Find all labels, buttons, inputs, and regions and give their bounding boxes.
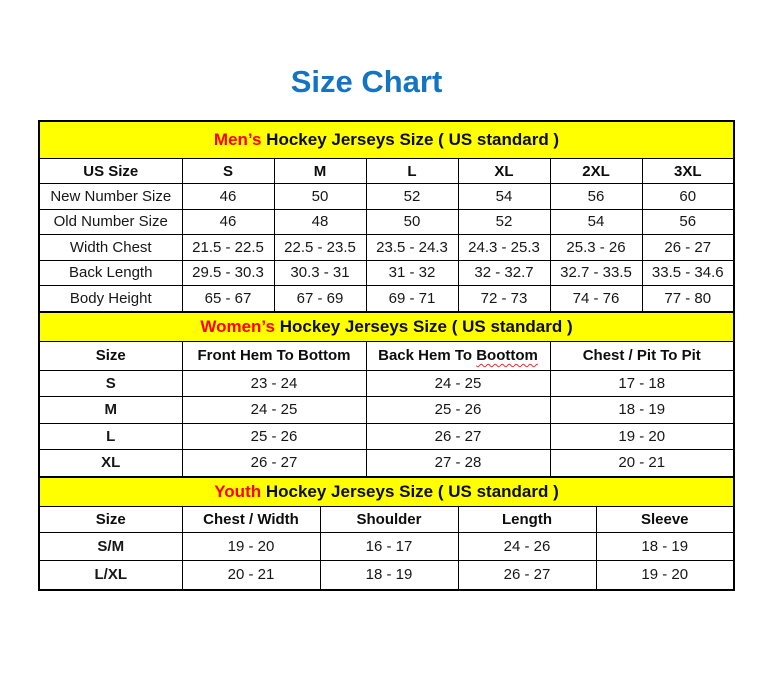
cell: 16 - 17: [320, 532, 458, 561]
row-label: Old Number Size: [39, 209, 182, 235]
column-header: 3XL: [642, 159, 734, 184]
cell: 26 - 27: [182, 450, 366, 477]
section-title-text: Hockey Jerseys Size ( US standard ): [274, 316, 573, 336]
table-row: [39, 286, 734, 312]
column-header: US Size: [39, 159, 182, 184]
section-title-womens: [39, 312, 734, 342]
column-header: Shoulder: [320, 506, 458, 532]
column-header: Sleeve: [596, 506, 734, 532]
youth-size-table: [38, 476, 735, 591]
cell: 77 - 80: [642, 286, 734, 312]
cell: 67 - 69: [274, 286, 366, 312]
cell: 29.5 - 30.3: [182, 260, 274, 286]
row-label: Back Length: [39, 260, 182, 286]
row-label: Width Chest: [39, 235, 182, 261]
cell: 65 - 67: [182, 286, 274, 312]
cell: 20 - 21: [182, 561, 320, 590]
cell: 19 - 20: [182, 532, 320, 561]
column-header: Length: [458, 506, 596, 532]
column-header-text: Back Hem To: [378, 347, 477, 364]
column-header: M: [274, 159, 366, 184]
row-label: L: [39, 423, 182, 450]
row-label: Body Height: [39, 286, 182, 312]
section-title-accent: Men’s: [213, 130, 262, 149]
cell: 54: [550, 209, 642, 235]
section-title-mens: [39, 121, 734, 159]
row-label: S/M: [39, 532, 182, 561]
section-title-youth: [39, 477, 734, 507]
cell: 56: [642, 209, 734, 235]
cell: 24.3 - 25.3: [458, 235, 550, 261]
cell: 19 - 20: [550, 423, 734, 450]
cell: 50: [366, 209, 458, 235]
section-title-text: Hockey Jerseys Size ( US standard ): [261, 481, 559, 501]
column-header: Front Hem To Bottom: [182, 341, 366, 370]
cell: 25 - 26: [366, 397, 550, 424]
column-header: Size: [39, 341, 182, 370]
misspelled-word-squiggle: Boottom: [476, 347, 538, 364]
table-row: [39, 397, 734, 424]
cell: 60: [642, 184, 734, 210]
cell: 23.5 - 24.3: [366, 235, 458, 261]
cell: 18 - 19: [320, 561, 458, 590]
cell: 74 - 76: [550, 286, 642, 312]
cell: 30.3 - 31: [274, 260, 366, 286]
cell: 27 - 28: [366, 450, 550, 477]
cell: 52: [366, 184, 458, 210]
cell: 21.5 - 22.5: [182, 235, 274, 261]
table-row: [39, 450, 734, 477]
womens-size-table: [38, 311, 735, 478]
cell: 25.3 - 26: [550, 235, 642, 261]
cell: 18 - 19: [596, 532, 734, 561]
cell: 26 - 27: [366, 423, 550, 450]
size-chart-tables: [38, 120, 735, 591]
section-title-accent: Youth: [214, 481, 262, 501]
cell: 56: [550, 184, 642, 210]
table-row: [39, 561, 734, 590]
column-header: L: [366, 159, 458, 184]
cell: 22.5 - 23.5: [274, 235, 366, 261]
cell: 33.5 - 34.6: [642, 260, 734, 286]
cell: 26 - 27: [458, 561, 596, 590]
column-header: XL: [458, 159, 550, 184]
cell: 69 - 71: [366, 286, 458, 312]
mens-size-table: [38, 120, 735, 313]
cell: 26 - 27: [642, 235, 734, 261]
cell: 25 - 26: [182, 423, 366, 450]
cell: 20 - 21: [550, 450, 734, 477]
column-header: S: [182, 159, 274, 184]
table-row: [39, 235, 734, 261]
cell: 32.7 - 33.5: [550, 260, 642, 286]
table-row: [39, 184, 734, 210]
cell: 24 - 26: [458, 532, 596, 561]
column-header: Size: [39, 506, 182, 532]
row-label: New Number Size: [39, 184, 182, 210]
row-label: M: [39, 397, 182, 424]
cell: 54: [458, 184, 550, 210]
table-row: [39, 209, 734, 235]
column-header: 2XL: [550, 159, 642, 184]
cell: 46: [182, 209, 274, 235]
section-title-text: Hockey Jerseys Size ( US standard ): [261, 130, 560, 149]
cell: 48: [274, 209, 366, 235]
table-row: [39, 370, 734, 397]
cell: 24 - 25: [182, 397, 366, 424]
cell: 46: [182, 184, 274, 210]
cell: 19 - 20: [596, 561, 734, 590]
section-title-accent: Women’s: [200, 316, 275, 336]
table-row: [39, 260, 734, 286]
table-row: [39, 532, 734, 561]
row-label: S: [39, 370, 182, 397]
cell: 23 - 24: [182, 370, 366, 397]
column-header: [366, 341, 550, 370]
cell: 32 - 32.7: [458, 260, 550, 286]
cell: 17 - 18: [550, 370, 734, 397]
cell: 72 - 73: [458, 286, 550, 312]
cell: 24 - 25: [366, 370, 550, 397]
column-header: Chest / Pit To Pit: [550, 341, 734, 370]
page-title: Size Chart: [290, 64, 443, 99]
row-label: L/XL: [39, 561, 182, 590]
table-row: [39, 423, 734, 450]
row-label: XL: [39, 450, 182, 477]
cell: 31 - 32: [366, 260, 458, 286]
cell: 52: [458, 209, 550, 235]
cell: 50: [274, 184, 366, 210]
column-header: Chest / Width: [182, 506, 320, 532]
cell: 18 - 19: [550, 397, 734, 424]
